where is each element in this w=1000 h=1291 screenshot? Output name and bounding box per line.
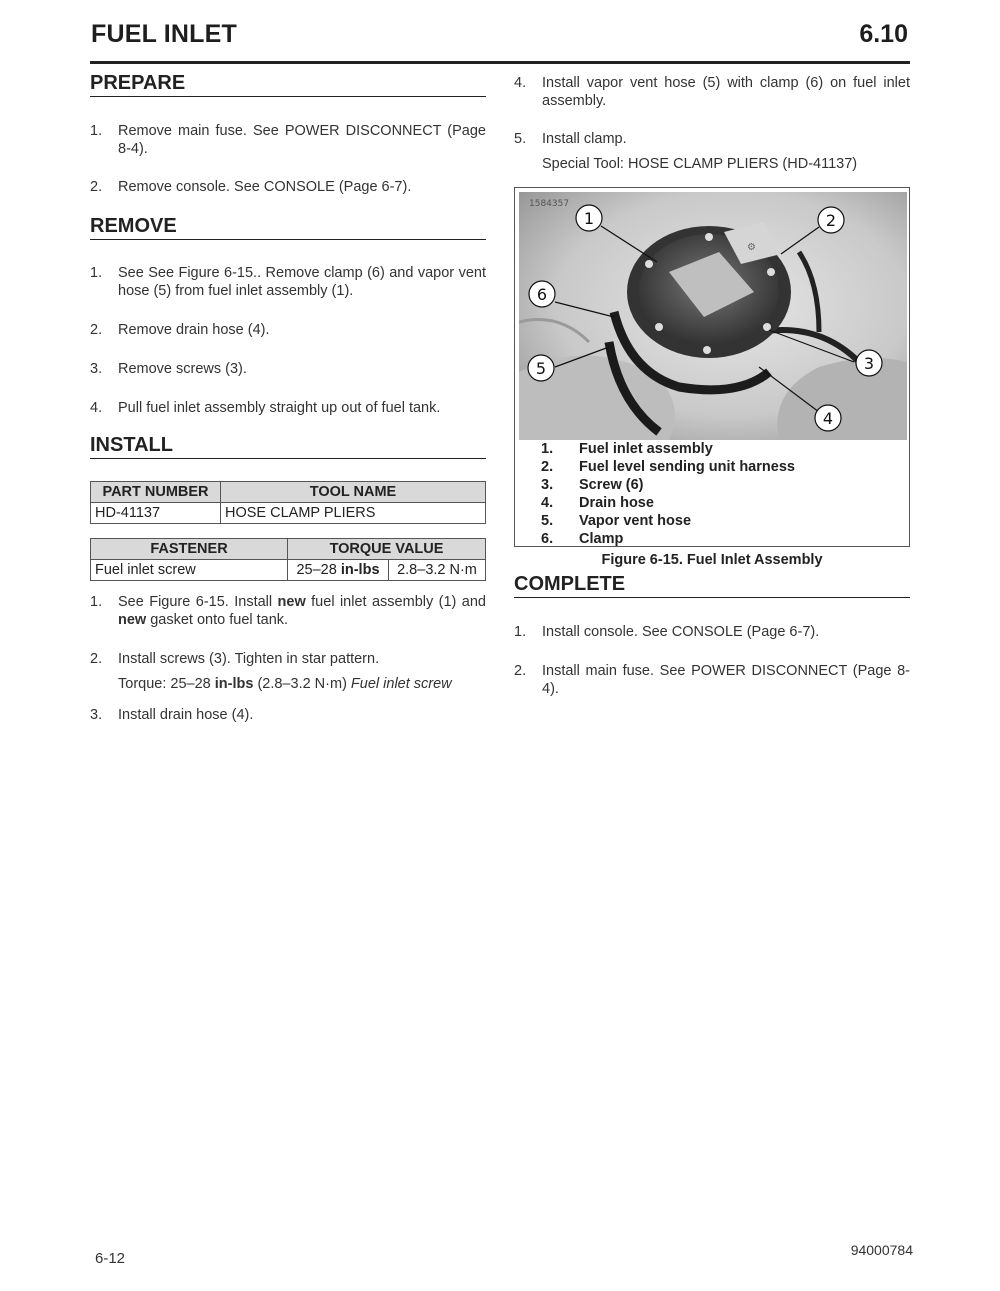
- install-step-2: [90, 650, 486, 668]
- tool-table: [90, 481, 486, 524]
- legend-item: 2. Fuel level sending unit harness: [541, 459, 795, 475]
- torque-spec: Torque: 25–28 in-lbs (2.8–3.2 N·m) Fuel inlet screw: [118, 676, 452, 692]
- special-tool-note: Special Tool: HOSE CLAMP PLIERS (HD-41137): [542, 156, 858, 172]
- complete-steps: [514, 623, 910, 698]
- step-number: 3.: [90, 707, 103, 723]
- fastener-table-header-torque: TORQUE VALUE: [288, 539, 486, 560]
- remove-step-3: [90, 360, 486, 378]
- install-step-3: [90, 706, 486, 724]
- svg-text:6: 6: [536, 285, 548, 304]
- install-step-4: [514, 74, 910, 110]
- step-number: 1.: [90, 265, 103, 281]
- step-number: 1.: [90, 594, 103, 610]
- page-title: FUEL INLET: [91, 20, 237, 48]
- legend-item: 4. Drain hose: [541, 495, 654, 511]
- fastener-cell: Fuel inlet screw: [91, 560, 288, 581]
- table-row: [91, 560, 486, 581]
- callout-6: [529, 281, 555, 307]
- torque-nm-cell: 2.8–3.2 N·m: [389, 560, 486, 581]
- legend-item: 5. Vapor vent hose: [541, 513, 692, 529]
- remove-heading: REMOVE: [90, 215, 486, 240]
- install-steps-cont: [90, 706, 486, 724]
- install-step-5: [514, 130, 910, 148]
- image-id-label: 1584357: [529, 199, 570, 209]
- torque-inlbs-cell: 25–28 in-lbs: [288, 560, 389, 581]
- step-number: 4.: [514, 75, 527, 91]
- callout-4: [815, 405, 841, 431]
- section-number: 6.10: [859, 20, 908, 48]
- svg-text:1: 1: [583, 209, 595, 228]
- right-column: [514, 74, 910, 173]
- step-number: 2.: [90, 179, 103, 195]
- prepare-step-2: [90, 178, 486, 196]
- install-steps-right: [514, 74, 910, 148]
- step-text: Remove main fuse. See POWER DISCONNECT (Page 8-4).: [118, 123, 486, 157]
- svg-text:3: 3: [863, 354, 875, 373]
- complete-heading: COMPLETE: [514, 573, 910, 598]
- document-number: 94000784: [850, 1242, 913, 1258]
- callout-1: [576, 205, 602, 231]
- legend-item: 6. Clamp: [541, 531, 624, 547]
- step-number: 5.: [514, 131, 527, 147]
- remove-step-4: [90, 399, 486, 417]
- step-number: 2.: [514, 663, 527, 679]
- tool-table-header-part: PART NUMBER: [91, 482, 221, 503]
- left-column: [90, 72, 486, 724]
- complete-step-2: [514, 662, 910, 698]
- tool-name-cell: HOSE CLAMP PLIERS: [221, 503, 486, 524]
- svg-text:4: 4: [822, 409, 834, 428]
- svg-text:⚙: ⚙: [747, 242, 756, 253]
- callout-3: [856, 350, 882, 376]
- figure-caption: Figure 6-15. Fuel Inlet Assembly: [601, 552, 823, 568]
- step-number: 2.: [90, 651, 103, 667]
- remove-step-1: [90, 264, 486, 300]
- step-text: Install clamp.: [542, 131, 627, 147]
- step-text: Install main fuse. See POWER DISCONNECT (Page 8-4).: [542, 663, 910, 697]
- step-number: 3.: [90, 361, 103, 377]
- step-number: 4.: [90, 400, 103, 416]
- fastener-table: [90, 538, 486, 581]
- svg-text:2: 2: [825, 211, 837, 230]
- page-number: 6-12: [95, 1250, 126, 1267]
- install-steps: [90, 593, 486, 668]
- step-number: 2.: [90, 322, 103, 338]
- figure-6-15: [514, 187, 910, 547]
- part-number-cell: HD-41137: [91, 503, 221, 524]
- header-rule: [90, 61, 910, 64]
- legend-item: 1. Fuel inlet assembly: [541, 441, 713, 457]
- complete-section: [514, 573, 910, 698]
- figure-legend: [541, 440, 795, 548]
- svg-text:5: 5: [535, 359, 547, 378]
- step-text: Install screws (3). Tighten in star pattern.: [118, 651, 380, 667]
- fuel-inlet-photo: [519, 192, 907, 440]
- table-row: [91, 503, 486, 524]
- install-step-1: 1. See Figure 6-15. Install new fuel inlet assembly (1) and new gasket onto fuel tank.: [90, 594, 486, 628]
- step-number: 1.: [90, 123, 103, 139]
- step-text: Install console. See CONSOLE (Page 6-7).: [542, 624, 820, 640]
- remove-step-2: [90, 321, 486, 339]
- legend-item: 3. Screw (6): [541, 477, 644, 493]
- step-text: Pull fuel inlet assembly straight up out of fuel tank.: [118, 400, 441, 416]
- step-number: 1.: [514, 624, 527, 640]
- callout-2: [818, 207, 844, 233]
- remove-steps: [90, 264, 486, 417]
- step-text: Remove drain hose (4).: [118, 322, 270, 338]
- install-heading: INSTALL: [90, 434, 486, 459]
- step-text: Install vapor vent hose (5) with clamp (6) on fuel inlet assembly.: [542, 75, 910, 109]
- fuel-inlet-illustration: [519, 192, 907, 440]
- callout-5: [528, 355, 554, 381]
- prepare-heading: PREPARE: [90, 72, 486, 97]
- torque-unit: in-lbs: [340, 562, 380, 578]
- prepare-step-1: [90, 122, 486, 158]
- complete-step-1: [514, 623, 910, 641]
- step-text: Remove screws (3).: [118, 361, 247, 377]
- prepare-steps: [90, 122, 486, 196]
- step-text: Install drain hose (4).: [118, 707, 254, 723]
- fastener-table-header-fastener: FASTENER: [91, 539, 288, 560]
- step-text: See See Figure 6-15.. Remove clamp (6) and vapor vent hose (5) from fuel inlet assembly (1).: [118, 265, 486, 299]
- step-text: Remove console. See CONSOLE (Page 6-7).: [118, 179, 412, 195]
- tool-table-header-name: TOOL NAME: [221, 482, 486, 503]
